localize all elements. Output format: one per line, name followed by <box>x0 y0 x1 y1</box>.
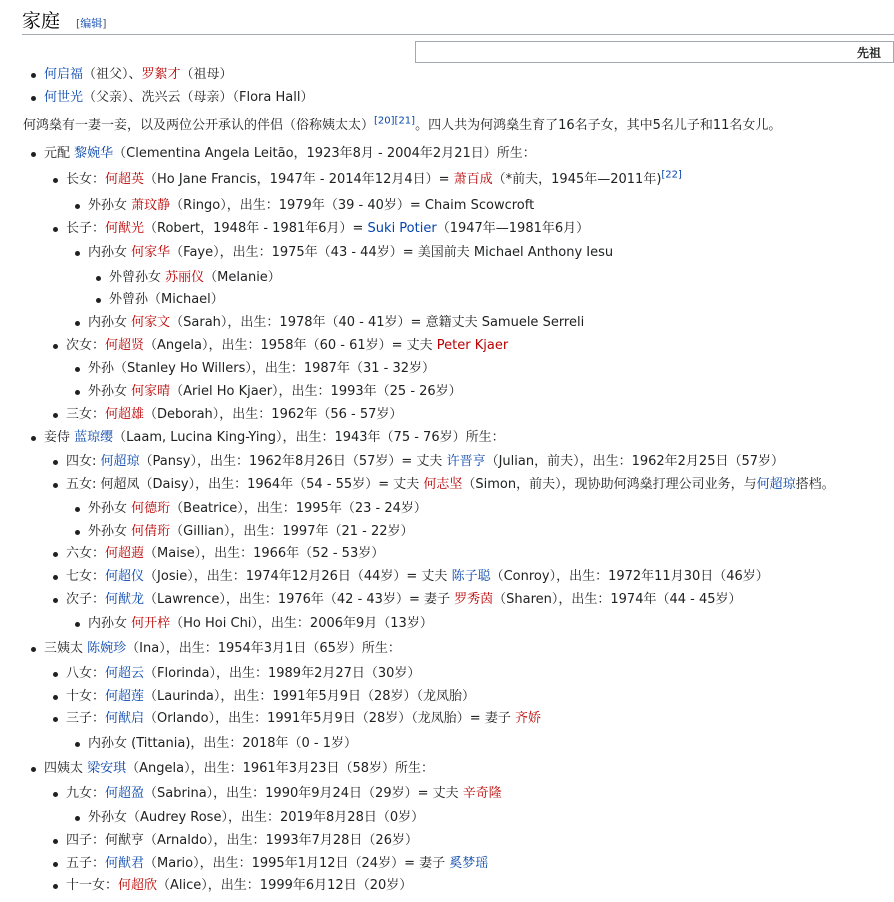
missing-page-link[interactable]: 何家华 <box>131 245 171 260</box>
edit-bracket-close: ] <box>102 17 107 30</box>
text-segment: （1947年—1981年6月） <box>436 221 590 236</box>
person-link[interactable]: 陈子聪 <box>451 569 491 584</box>
list-bullet-icon <box>31 647 36 652</box>
text-segment: 妾侍 <box>44 430 75 445</box>
text-segment: （Simon，前夫），现协助何鸿燊打理公司业务，与 <box>462 477 757 492</box>
list-bullet-icon <box>75 507 80 512</box>
text-segment: （Faye），出生：1975年（43 - 44岁）= 美国前夫 Michael Anthony Iesu <box>170 245 614 260</box>
missing-page-link[interactable]: 辛奇隆 <box>462 786 502 801</box>
list-bullet-icon <box>53 344 58 349</box>
item-text <box>44 428 505 448</box>
missing-page-link[interactable]: 何超欣 <box>118 878 158 893</box>
text-segment: （Ho Hoi Chi），出生：2006年9月（13岁） <box>170 616 433 631</box>
text-segment: （Conroy），出生：1972年11月30日（46岁） <box>490 569 769 584</box>
text-segment: 外孙女 <box>88 198 132 213</box>
item-text <box>88 499 427 519</box>
text-segment: （Josie），出生：1974年12月26日（44岁）= 丈夫 <box>144 569 452 584</box>
item-text <box>88 243 613 263</box>
missing-page-link[interactable]: 何超雄 <box>105 407 145 422</box>
edit-bracket-open: [ <box>76 17 81 30</box>
text-segment: 四姨太 <box>44 761 88 776</box>
text-segment: （Alice），出生：1999年6月12日（20岁） <box>157 878 413 893</box>
text-segment: （Angela），出生：1961年3月23日（58岁）所生： <box>126 761 435 776</box>
list-bullet-icon <box>75 816 80 821</box>
item-text <box>88 313 584 333</box>
list-bullet-icon <box>53 575 58 580</box>
list-bullet-icon <box>53 839 58 844</box>
text-segment: （Sarah），出生：1978年（40 - 41岁）= 意籍丈夫 Samuele Serreli <box>170 315 585 330</box>
list-bullet-icon <box>31 73 36 78</box>
item-text <box>66 590 742 610</box>
navbox-title[interactable]: 先祖 <box>856 46 881 60</box>
missing-page-link[interactable]: 何德珩 <box>131 501 171 516</box>
item-text <box>44 759 434 779</box>
person-link[interactable]: 奚梦瑶 <box>449 856 489 871</box>
text-segment: （*前夫，1945年—2011年) <box>492 172 662 187</box>
person-link[interactable]: Suki Potier <box>367 221 437 236</box>
item-text <box>66 876 412 896</box>
text-segment: 内孙女 <box>88 245 132 260</box>
text-segment: 长女： <box>66 172 106 187</box>
list-bullet-icon <box>53 460 58 465</box>
text-segment: （Florinda），出生：1989年2月27日（30岁） <box>144 666 421 681</box>
text-segment: （父亲）、冼兴云（母亲）（Flora Hall） <box>83 90 314 105</box>
list-bullet-icon <box>75 321 80 326</box>
text-segment: 十女： <box>66 689 106 704</box>
text-segment: 次子： <box>66 592 106 607</box>
item-text <box>66 664 420 684</box>
text-segment: 内孙女 (Tittania)，出生：2018年（0 - 1岁） <box>88 736 357 751</box>
text-segment: （Melanie） <box>204 270 281 285</box>
item-text <box>44 65 233 85</box>
reference-link[interactable]: [20][21] <box>374 115 416 127</box>
item-text <box>66 784 502 804</box>
list-bullet-icon <box>75 251 80 256</box>
text-segment: （Sabrina），出生：1990年9月24日（29岁）= 丈夫 <box>144 786 463 801</box>
text-segment: （Clementina Angela Leitão，1923年8月 - 2004年2月21日）所生： <box>113 146 536 161</box>
text-segment: 三子： <box>66 711 106 726</box>
item-text <box>66 854 488 874</box>
item-text <box>66 170 682 190</box>
section-heading <box>22 8 894 35</box>
reference-link[interactable]: [22] <box>661 169 682 181</box>
text-segment: 外曾孙（Michael） <box>109 292 224 307</box>
text-segment: （Gillian），出生：1997年（21 - 22岁） <box>170 524 414 539</box>
item-text <box>66 452 784 472</box>
text-segment: 六女： <box>66 546 106 561</box>
item-text <box>88 734 357 754</box>
text-segment: （Ina），出生：1954年3月1日（65岁）所生： <box>126 641 401 656</box>
item-text <box>88 382 462 402</box>
person-link[interactable]: 何超琼 <box>756 477 796 492</box>
text-segment: （Beatrice），出生：1995年（23 - 24岁） <box>170 501 427 516</box>
text-segment: （Mario），出生：1995年1月12日（24岁）= 妻子 <box>144 856 450 871</box>
missing-page-link[interactable]: 何家文 <box>131 315 171 330</box>
text-segment: 元配 <box>44 146 75 161</box>
text-segment: （Lawrence），出生：1976年（42 - 43岁）= 妻子 <box>144 592 455 607</box>
list-bullet-icon <box>53 672 58 677</box>
item-text <box>44 639 401 659</box>
text-segment: 。四人共为何鸿燊生育了16名子女，其中5名儿子和11名女儿。 <box>415 118 782 133</box>
text-segment: 外孙女 <box>88 384 132 399</box>
person-link[interactable]: 何超仪 <box>105 569 145 584</box>
text-segment: （Laam, Lucina King-Ying），出生：1943年（75 - 76岁）所生： <box>113 430 505 445</box>
text-segment: 八女： <box>66 666 106 681</box>
list-bullet-icon <box>53 695 58 700</box>
missing-page-link[interactable]: 何猷光 <box>105 221 145 236</box>
list-bullet-icon <box>53 413 58 418</box>
item-text <box>66 336 508 356</box>
list-bullet-icon <box>96 298 101 303</box>
text-segment: 九女： <box>66 786 106 801</box>
item-text <box>88 808 424 828</box>
text-segment: （祖母） <box>180 67 233 82</box>
list-bullet-icon <box>75 390 80 395</box>
text-segment: 四女: <box>66 454 101 469</box>
list-bullet-icon <box>75 530 80 535</box>
item-text <box>66 567 769 587</box>
text-segment: 内孙女 <box>88 616 132 631</box>
text-segment: 搭档。 <box>795 477 835 492</box>
list-bullet-icon <box>75 742 80 747</box>
missing-page-link[interactable]: 萧百成 <box>453 172 493 187</box>
person-link[interactable]: 何世光 <box>44 90 84 105</box>
person-link[interactable]: 黎婉华 <box>74 146 114 161</box>
list-bullet-icon <box>53 792 58 797</box>
missing-page-link[interactable]: 齐娇 <box>514 711 541 726</box>
missing-page-link[interactable]: 何超蕸 <box>105 546 145 561</box>
person-link[interactable]: 何猷龙 <box>105 592 145 607</box>
missing-page-link[interactable]: 苏丽仪 <box>165 270 205 285</box>
list-bullet-icon <box>75 367 80 372</box>
item-text <box>66 709 541 729</box>
item-text <box>88 522 414 542</box>
text-segment: （Pansy），出生：1962年8月26日（57岁）= 丈夫 <box>139 454 447 469</box>
text-segment: 内孙女 <box>88 315 132 330</box>
section-title: 家庭 <box>22 10 61 32</box>
list-bullet-icon <box>31 96 36 101</box>
item-text <box>88 359 435 379</box>
list-bullet-icon <box>53 227 58 232</box>
list-bullet-icon <box>53 178 58 183</box>
list-bullet-icon <box>31 767 36 772</box>
missing-page-link[interactable]: Peter Kjaer <box>436 338 509 353</box>
missing-page-link[interactable]: 罗絮才 <box>141 67 181 82</box>
missing-page-link[interactable]: 何超英 <box>105 172 145 187</box>
person-link[interactable]: 何猷君 <box>105 856 145 871</box>
text-segment: （Ringo），出生：1979年（39 - 40岁）= Chaim Scowcroft <box>170 198 535 213</box>
list-bullet-icon <box>53 483 58 488</box>
missing-page-link[interactable]: 何超贤 <box>105 338 145 353</box>
text-segment: 三女： <box>66 407 106 422</box>
text-segment: 长子： <box>66 221 106 236</box>
list-bullet-icon <box>31 436 36 441</box>
text-segment: （Orlando），出生：1991年5月9日（28岁）（龙凤胎）= 妻子 <box>144 711 515 726</box>
item-text <box>66 475 835 495</box>
item-text <box>66 831 418 851</box>
item-text <box>88 614 433 634</box>
text-segment: （祖父）、 <box>83 67 142 82</box>
text-segment: 外孙女 <box>88 524 132 539</box>
person-link[interactable]: 何超云 <box>105 666 145 681</box>
list-bullet-icon <box>96 276 101 281</box>
text-segment: 十一女： <box>66 878 119 893</box>
item-text <box>66 687 475 707</box>
person-link[interactable]: 何超琼 <box>100 454 140 469</box>
text-segment: （Ho Jane Francis，1947年 - 2014年12月4日）= <box>144 172 454 187</box>
item-text <box>88 196 534 216</box>
text-segment: （Julian，前夫），出生：1962年2月25日（57岁） <box>485 454 785 469</box>
text-segment: （Robert，1948年 - 1981年6月）= <box>144 221 368 236</box>
text-segment: 外孙女 <box>88 501 132 516</box>
text-segment: （Sharen），出生：1974年（44 - 45岁） <box>493 592 742 607</box>
person-link[interactable]: 蓝琼缨 <box>74 430 114 445</box>
text-segment: （Laurinda），出生：1991年5月9日（28岁）（龙凤胎） <box>144 689 476 704</box>
item-text <box>66 219 589 239</box>
person-link[interactable]: 许晋亨 <box>446 454 486 469</box>
text-segment: 五女: 何超凤（Daisy），出生：1964年（54 - 55岁）= 丈夫 <box>66 477 424 492</box>
person-link[interactable]: 何启福 <box>44 67 84 82</box>
missing-page-link[interactable]: 何志坚 <box>423 477 463 492</box>
list-bullet-icon <box>53 552 58 557</box>
item-text <box>66 405 402 425</box>
text-segment: （Maise），出生：1966年（52 - 53岁） <box>144 546 385 561</box>
item-text <box>109 290 224 310</box>
text-segment: （Deborah），出生：1962年（56 - 57岁） <box>144 407 403 422</box>
person-link[interactable]: 何超莲 <box>105 689 145 704</box>
text-segment: 外孙女（Audrey Rose），出生：2019年8月28日（0岁） <box>88 810 425 825</box>
person-link[interactable]: 何猷启 <box>105 711 145 726</box>
text-segment: 七女： <box>66 569 106 584</box>
text-segment: 四子：何猷亨（Arnaldo），出生：1993年7月28日（26岁） <box>66 833 418 848</box>
list-bullet-icon <box>31 152 36 157</box>
list-bullet-icon <box>53 598 58 603</box>
item-text <box>66 544 384 564</box>
person-link[interactable]: 何超盈 <box>105 786 145 801</box>
text-segment: 三姨太 <box>44 641 88 656</box>
missing-page-link[interactable]: 何倩珩 <box>131 524 171 539</box>
person-link[interactable]: 梁安琪 <box>87 761 127 776</box>
text-segment: （Ariel Ho Kjaer），出生：1993年（25 - 26岁） <box>170 384 462 399</box>
item-text <box>109 268 281 288</box>
missing-page-link[interactable]: 罗秀茵 <box>454 592 494 607</box>
list-bullet-icon <box>75 622 80 627</box>
missing-page-link[interactable]: 何开梓 <box>131 616 171 631</box>
text-segment: 外孙（Stanley Ho Willers），出生：1987年（31 - 32岁） <box>88 361 435 376</box>
ancestors-navbox[interactable] <box>415 41 894 63</box>
edit-link[interactable]: 编辑 <box>80 17 103 30</box>
missing-page-link[interactable]: 萧玟静 <box>131 198 171 213</box>
person-link[interactable]: 陈婉珍 <box>87 641 127 656</box>
list-bullet-icon <box>53 862 58 867</box>
text-segment: （Angela），出生：1958年（60 - 61岁）= 丈夫 <box>144 338 437 353</box>
text-segment: 次女： <box>66 338 106 353</box>
missing-page-link[interactable]: 何家晴 <box>131 384 171 399</box>
list-bullet-icon <box>75 204 80 209</box>
text-segment: 何鸿燊有一妻一妾，以及两位公开承认的伴侣（俗称姨太太） <box>23 118 375 133</box>
text-segment: 五子： <box>66 856 106 871</box>
list-bullet-icon <box>53 717 58 722</box>
item-text <box>44 144 536 164</box>
list-bullet-icon <box>53 884 58 889</box>
edit-section <box>76 15 107 31</box>
item-text <box>23 116 781 136</box>
text-segment: 外曾孙女 <box>109 270 166 285</box>
item-text <box>44 88 313 108</box>
